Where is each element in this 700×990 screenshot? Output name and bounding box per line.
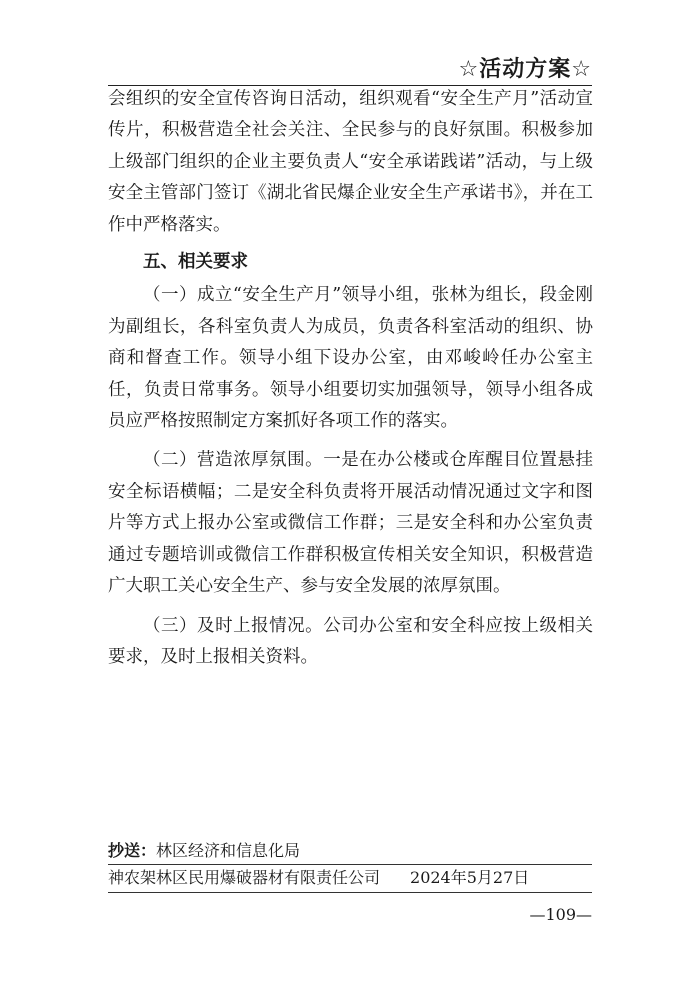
- paragraph-3: （三）及时上报情况。公司办公室和安全科应按上级相关要求，及时上报相关资料。: [108, 615, 593, 667]
- issuer-name: 神农架林区民用爆破器材有限责任公司: [108, 868, 381, 887]
- footer-divider-bottom: [108, 892, 592, 893]
- continuation-paragraph: 会组织的安全宣传咨询日活动，组织观看“安全生产月”活动宣传片，积极营造全社会关注、全民参与的良好氛围。积极参加上级部门组织的企业主要负责人“安全承诺践诺”活动，与上级安全主管部门签订《湖北省民爆企业安全生产承诺书》，并在工作中严格落实。: [108, 89, 593, 235]
- cc-line: [108, 840, 300, 862]
- page-number: —109—: [529, 905, 592, 924]
- cc-value: 林区经济和信息化局: [156, 841, 301, 860]
- footer-divider-top: [108, 864, 592, 865]
- issuer-line: [108, 866, 529, 890]
- document-body: [108, 84, 593, 673]
- section-heading: 五、相关要求: [143, 252, 248, 273]
- paragraph-2: （二）营造浓厚氛围。一是在办公楼或仓库醒目位置悬挂安全标语横幅；二是安全科负责将开展活动情况通过文字和图片等方式上报办公室或微信工作群；三是安全科和办公室负责通过专题培训或微信工作群积极宣传相关安全知识，积极营造广大职工关心安全生产、参与安全发展的浓厚氛围。: [108, 450, 593, 597]
- issue-date: 2024年5月27日: [410, 868, 530, 887]
- page-header-title: ☆活动方案☆: [458, 57, 592, 82]
- paragraph-1: （一）成立“安全生产月”领导小组，张林为组长，段金刚为副组长，各科室负责人为成员，负责各科室活动的组织、协商和督查工作。领导小组下设办公室，由邓峻岭任办公室主任，负责日常事务。领导小组要切实加强领导，领导小组各成员应严格按照制定方案抓好各项工作的落实。: [108, 285, 593, 432]
- cc-label: 抄送：: [108, 841, 157, 860]
